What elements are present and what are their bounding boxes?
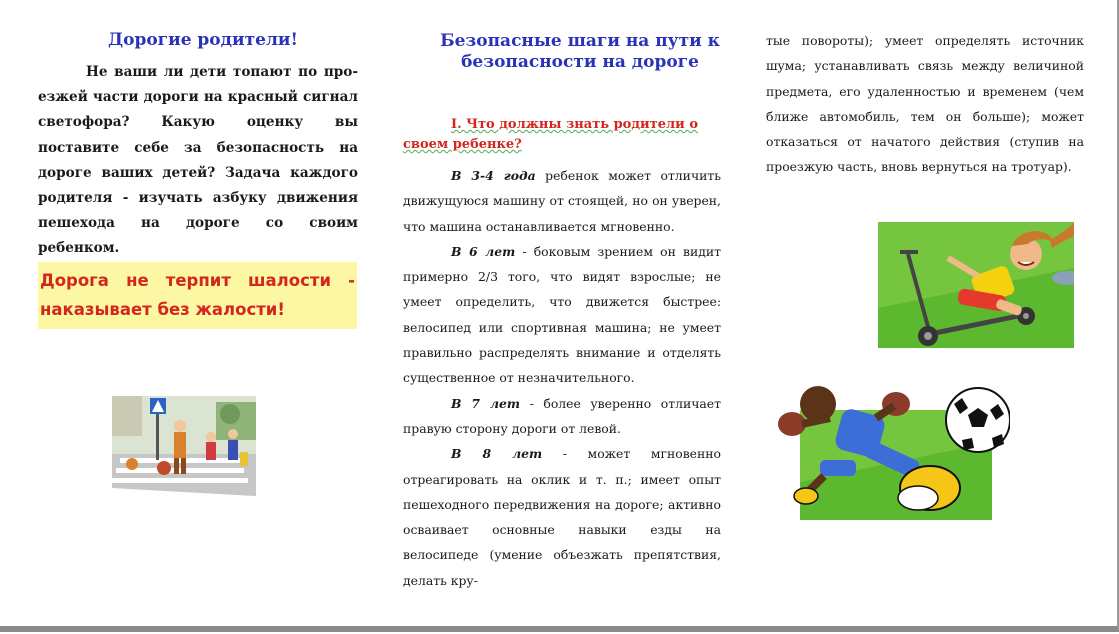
age-text: - может мгновенно отреагировать на оклик и т. п.; имеет опыт пешеходного передвижения на дороге; активно осваивает основные навыки езды на велосипеде (умение объезжать препятствия, делать кру- <box>403 446 721 588</box>
age-paragraph <box>403 163 721 239</box>
slogan-box: Дорога не терпит шалости - наказывает без жалости! <box>38 262 357 329</box>
age-label: В 8 лет <box>451 446 543 462</box>
continuation-paragraph: тые повороты); умеет определять источник шума; устанавливать связь между величиной предмета, его удаленностью и временем (чем ближе автомобиль, тем он больше); может отказаться от начатого действия (ступив на проезжую часть, вновь вернуться на тротуар). <box>766 33 1084 175</box>
age-paragraphs <box>403 163 721 593</box>
parents-heading: Дорогие родители! <box>107 30 298 50</box>
age-label: В 3-4 года <box>451 168 536 183</box>
age-text: - более уверенно отличает правую сторону дороги от левой. <box>403 395 721 436</box>
age-paragraph <box>403 391 721 442</box>
age-label: В 7 лет <box>451 395 521 411</box>
age-text: ребенок может отличить движущуюся машину от стоящей, но он уверен, что машина останавливается мгновенно. <box>403 168 721 234</box>
age-paragraph <box>403 441 721 593</box>
child-on-scooter-illustration <box>878 218 1074 350</box>
age-paragraph <box>403 239 721 391</box>
section-heading: I. Что должны знать родители о своем ребенке? <box>403 117 698 152</box>
safe-steps-heading: Безопасные шаги на пути к безопасности на дороге <box>440 31 720 72</box>
boy-kicking-soccer-ball-illustration <box>772 382 1010 522</box>
pedestrian-crossing-illustration <box>112 392 256 496</box>
intro-paragraph: Не ваши ли дети топают по про-езжей части дороги на красный сигнал светофора? Какую оценку вы поставите себе за безопасность на дороге ваших детей? Задача каждого родителя - изучать азбуку движения пешехода на дороге со своим ребенком. <box>38 64 358 257</box>
age-text: - боковым зрением он видит примерно 2/3 того, что видят взрослые; не умеет определить, что движется быстрее: велосипед или спортивная машина; не умеет правильно распределять внимание и отделять существенное от незначительного. <box>403 243 721 386</box>
age-label: В 6 лет <box>451 243 516 259</box>
